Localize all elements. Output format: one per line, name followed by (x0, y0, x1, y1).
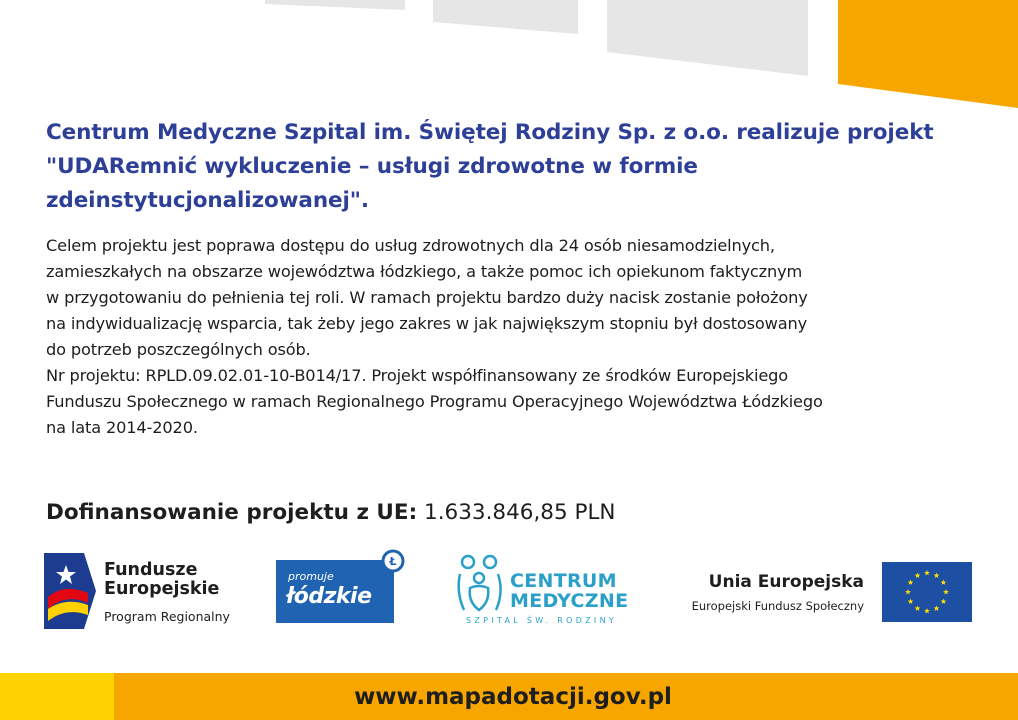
description-line: na lata 2014-2020. (46, 418, 198, 437)
description-line: Nr projektu: RPLD.09.02.01-10-B014/17. Projekt współfinansowany ze środków Europejskiego (46, 366, 789, 385)
lodzkie-badge-icon (380, 548, 406, 574)
promuje-lodzkie-logo (276, 548, 406, 628)
lodzkie-big-text: łódzkie (286, 584, 372, 609)
centrum-line3: SZPITAL ŚW. RODZINY (466, 616, 618, 625)
funding-value: 1.633.846,85 PLN (424, 500, 616, 525)
centrum-medyczne-logo (454, 552, 629, 630)
fundusze-europejskie-icon (44, 553, 96, 629)
footer-url-link[interactable]: www.mapadotacji.gov.pl (354, 684, 672, 710)
family-figures-icon (454, 552, 506, 614)
description-line: na indywidualizację wsparcia, tak żeby jego zakres w jak największym stopniu był dostosowany (46, 314, 808, 333)
svg-text:Ł: Ł (389, 555, 397, 568)
lodzkie-small-text: promuje (288, 570, 334, 583)
ue-name: Unia Europejska (708, 572, 864, 592)
description-line: Funduszu Społecznego w ramach Regionalnego Programu Operacyjnego Województwa Łódzkiego (46, 392, 823, 411)
centrum-line2: MEDYCZNE (510, 590, 629, 612)
ue-sub: Europejski Fundusz Społeczny (691, 599, 864, 613)
description-line: Celem projektu jest poprawa dostępu do usług zdrowotnych dla 24 osób niesamodzielnych, (46, 236, 775, 255)
description-line: zamieszkałych na obszarze województwa łódzkiego, a także pomoc ich opiekunom faktycznym (46, 262, 803, 281)
fundusze-sub: Program Regionalny (104, 609, 230, 624)
project-description (46, 233, 976, 441)
description-line: do potrzeb poszczególnych osób. (46, 340, 311, 359)
funding-amount (46, 497, 616, 529)
fundusze-europejskie-logo (44, 553, 244, 631)
page-title: Centrum Medyczne Szpital im. Świętej Rodziny Sp. z o.o. realizuje projekt "UDARemnić wykluczenie – usługi zdrowotne w formie zdeinstytucjonalizowanej". (46, 120, 934, 213)
eu-flag-icon (882, 562, 972, 622)
funding-label: Dofinansowanie projektu z UE: (46, 500, 418, 525)
centrum-line1: CENTRUM (510, 570, 617, 592)
description-line: w przygotowaniu do pełnienia tej roli. W ramach projektu bardzo duży nacisk zostanie położony (46, 288, 808, 307)
unia-europejska-logo (660, 560, 972, 624)
top-decoration (0, 0, 1018, 120)
fundusze-name: Fundusze Europejskie (104, 560, 220, 599)
